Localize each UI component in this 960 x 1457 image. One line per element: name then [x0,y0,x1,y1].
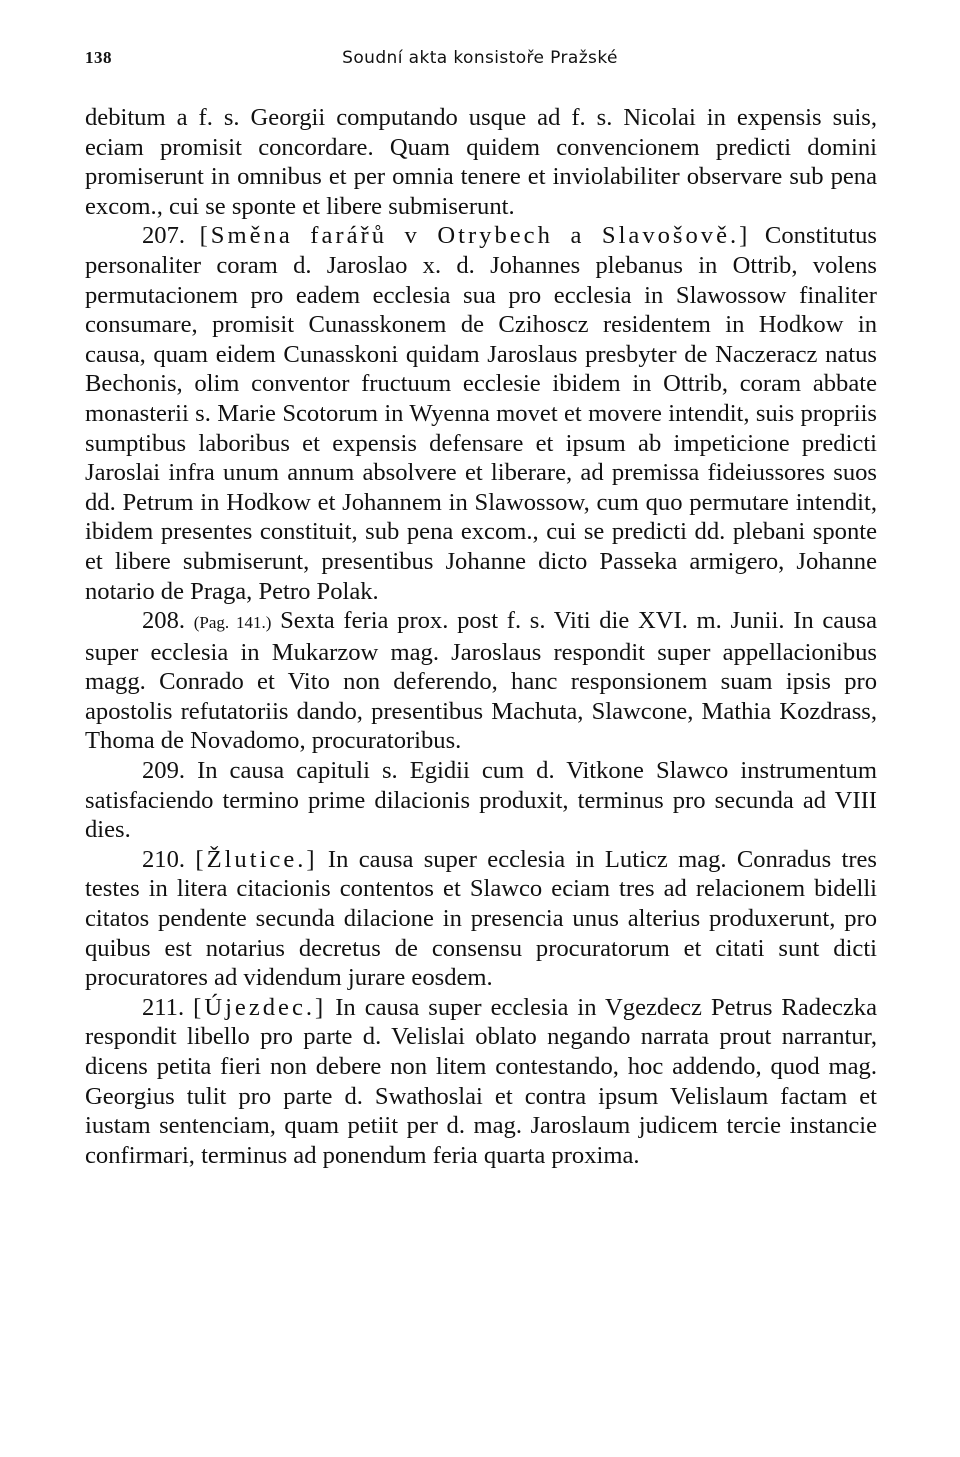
paragraph-text: debitum a f. s. Georgii computando usque ad f. s. Nicolai in expensis suis, eciam promisit concordare. Quam quidem convencionem predicti domini promiserunt in omnibus et per omnia tenere et inviolabiliter observare sub pena excom., cui se sponte et libere submiserunt. [85,104,877,220]
entry-title: [Újezdec.] [193,993,327,1021]
entry-209 [85,756,877,845]
page-reference: (Pag. 141.) [193,613,272,633]
entry-number: 208. [142,607,186,635]
entry-number: 207. [142,222,186,250]
entry-211 [85,993,877,1171]
entry-text: Sexta feria prox. post f. s. Viti die XVI. m. Junii. In causa super ecclesia in Mukarzow mag. Jaroslaus respondit super appellacionibus magg. Conrado et Vito non deferendo, hanc responsionem suam ipsis pro apostolis refutatoriis dando, presentibus Machuta, Slawcone, Mathia Kozdrass, Thoma de Novadomo, procuratoribus. [85,607,877,755]
document-body [85,103,877,1170]
entry-number: 210. [142,845,186,873]
entry-title: [Žlutice.] [195,845,318,873]
running-title: Soudní akta konsistoře Pražské [342,48,618,68]
entry-text: In causa super ecclesia in Vgezdecz Petrus Radeczka respondit libello pro parte d. Velislai oblato negando narrata prout narrantur, dicens petita fieri non debere non litem contestando, hoc addendo, quod mag. Georgius tulit pro parte d. Swathoslai et contra ipsum Velislaum factam et iustam sentenciam, quam petiit per d. mag. Jaroslaum judicem tercie instancie confirmari, terminus ad ponendum feria quarta proxima. [85,993,878,1169]
entry-text: In causa capituli s. Egidii cum d. Vitkone Slawco instrumentum satisfaciendo termino prime dilacionis produxit, terminus pro secunda ad VIII dies. [85,757,877,844]
paragraph-continuation [85,103,877,221]
entry-208 [85,606,877,756]
entry-title: [Směna farářů v Otrybech a Slavošově.] [199,222,751,250]
entry-text: Constitutus personaliter coram d. Jaroslao x. d. Johannes plebanus in Ottrib, volens permutacionem pro eadem ecclesia sua pro ecclesia in Slawossow finaliter consumare, promisit Cunasskonem de Czihoscz residentem in Hodkow in causa, quam eidem Cunasskoni quidam Jaroslaus presbyter de Naczeracz natus Bechonis, olim conventor fructuum ecclesie ibidem in Ottrib, coram abbate monasterii s. Marie Scotorum in Wyenna movet et movere intendit, suis propriis sumptibus laboribus et expensis defensare et ipsum ab impeticione predicti Jaroslai infra unum annum absolvere et liberare, ad premissa fideiussores suos dd. Petrum in Hodkow et Johannem in Slawossow, cum quo permutare intendit, ibidem presentes constituit, sub pena excom., cui se predicti dd. plebani sponte et libere submiserunt, presentibus Johanne dicto Passeka armigero, Johanne notario de Praga, Petro Polak. [85,222,877,605]
entry-207 [85,221,877,606]
entry-number: 209. [142,757,186,785]
page-number: 138 [85,48,112,67]
entry-210 [85,845,877,993]
page-header [85,48,875,74]
entry-number: 211. [142,993,185,1021]
entry-text: In causa super ecclesia in Luticz mag. Conradus tres testes in litera citacionis contentos et Slawco eciam tres ad relacionem bidelli citatos pendente secunda dilacione in presencia unus alterius produxerunt, pro quibus est notarius decretus de consensu procuratorum et citati sunt dicti procuratores ad videndum jurare eosdem. [85,845,878,992]
